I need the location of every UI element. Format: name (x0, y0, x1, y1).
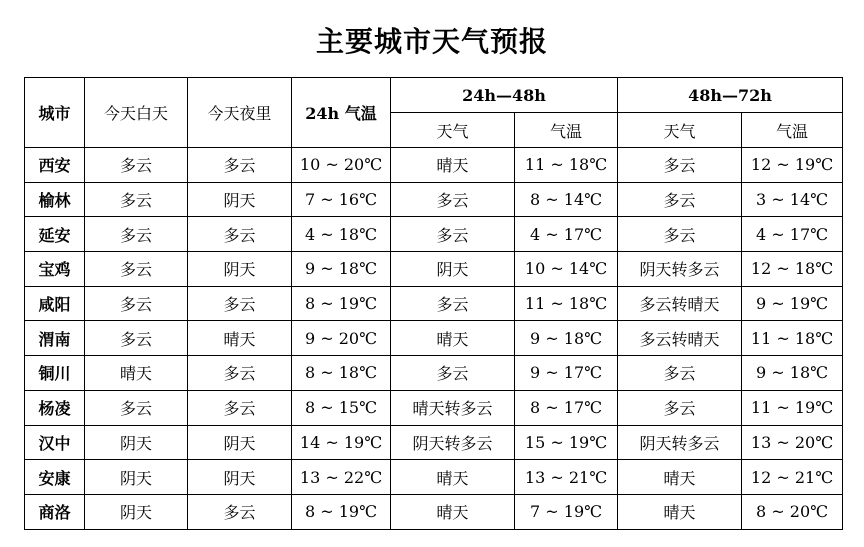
temperature-24-48-cell: 11 ~ 18℃ (515, 148, 618, 183)
today-day-cell: 晴天 (85, 356, 188, 391)
city-cell: 宝鸡 (25, 252, 85, 287)
weather-24-48-cell: 晴天 (391, 321, 515, 356)
weather-24-48-cell: 多云 (391, 356, 515, 391)
header-temperature-48-72: 气温 (742, 113, 843, 148)
today-day-cell: 阴天 (85, 425, 188, 460)
header-weather-24-48: 天气 (391, 113, 515, 148)
today-day-cell: 阴天 (85, 494, 188, 529)
table-body (25, 148, 843, 530)
weather-48-72-cell: 晴天 (618, 494, 742, 529)
today-day-cell: 多云 (85, 217, 188, 252)
temp-24h-cell: 8 ~ 19℃ (292, 494, 391, 529)
header-today-night: 今天夜里 (188, 78, 292, 148)
city-cell: 榆林 (25, 182, 85, 217)
table-row (25, 217, 843, 252)
temperature-48-72-cell: 12 ~ 21℃ (742, 460, 843, 495)
temperature-24-48-cell: 7 ~ 19℃ (515, 494, 618, 529)
weather-48-72-cell: 多云转晴天 (618, 321, 742, 356)
temperature-24-48-cell: 9 ~ 17℃ (515, 356, 618, 391)
weather-24-48-cell: 多云 (391, 217, 515, 252)
temperature-48-72-cell: 9 ~ 19℃ (742, 286, 843, 321)
weather-24-48-cell: 晴天转多云 (391, 390, 515, 425)
city-cell: 杨凌 (25, 390, 85, 425)
today-night-cell: 多云 (188, 356, 292, 391)
temperature-24-48-cell: 8 ~ 17℃ (515, 390, 618, 425)
today-day-cell: 多云 (85, 182, 188, 217)
temp-24h-cell: 9 ~ 20℃ (292, 321, 391, 356)
weather-24-48-cell: 阴天 (391, 252, 515, 287)
today-night-cell: 阴天 (188, 182, 292, 217)
city-cell: 铜川 (25, 356, 85, 391)
temperature-24-48-cell: 8 ~ 14℃ (515, 182, 618, 217)
header-period-48-72: 48h—72h (618, 78, 843, 113)
weather-48-72-cell: 多云 (618, 148, 742, 183)
city-cell: 咸阳 (25, 286, 85, 321)
weather-24-48-cell: 晴天 (391, 460, 515, 495)
today-day-cell: 阴天 (85, 460, 188, 495)
temp-24h-cell: 8 ~ 18℃ (292, 356, 391, 391)
city-cell: 安康 (25, 460, 85, 495)
temp-24h-cell: 9 ~ 18℃ (292, 252, 391, 287)
temp-24h-cell: 8 ~ 19℃ (292, 286, 391, 321)
temperature-24-48-cell: 10 ~ 14℃ (515, 252, 618, 287)
temp-24h-cell: 14 ~ 19℃ (292, 425, 391, 460)
temperature-24-48-cell: 4 ~ 17℃ (515, 217, 618, 252)
header-row-1 (25, 78, 843, 113)
temperature-24-48-cell: 9 ~ 18℃ (515, 321, 618, 356)
table-row (25, 425, 843, 460)
weather-24-48-cell: 晴天 (391, 148, 515, 183)
today-night-cell: 多云 (188, 494, 292, 529)
temperature-24-48-cell: 13 ~ 21℃ (515, 460, 618, 495)
temperature-48-72-cell: 3 ~ 14℃ (742, 182, 843, 217)
temperature-48-72-cell: 8 ~ 20℃ (742, 494, 843, 529)
today-day-cell: 多云 (85, 252, 188, 287)
table-row (25, 321, 843, 356)
temperature-24-48-cell: 15 ~ 19℃ (515, 425, 618, 460)
today-night-cell: 晴天 (188, 321, 292, 356)
temperature-24-48-cell: 11 ~ 18℃ (515, 286, 618, 321)
table-row (25, 252, 843, 287)
weather-48-72-cell: 多云转晴天 (618, 286, 742, 321)
city-cell: 延安 (25, 217, 85, 252)
weather-24-48-cell: 多云 (391, 286, 515, 321)
table-row (25, 286, 843, 321)
weather-48-72-cell: 阴天转多云 (618, 425, 742, 460)
today-night-cell: 多云 (188, 390, 292, 425)
temp-24h-cell: 8 ~ 15℃ (292, 390, 391, 425)
temperature-48-72-cell: 11 ~ 18℃ (742, 321, 843, 356)
header-weather-48-72: 天气 (618, 113, 742, 148)
table-row (25, 390, 843, 425)
temperature-48-72-cell: 12 ~ 18℃ (742, 252, 843, 287)
temperature-48-72-cell: 4 ~ 17℃ (742, 217, 843, 252)
today-day-cell: 多云 (85, 286, 188, 321)
today-day-cell: 多云 (85, 390, 188, 425)
temp-24h-cell: 10 ~ 20℃ (292, 148, 391, 183)
table-row (25, 460, 843, 495)
weather-24-48-cell: 晴天 (391, 494, 515, 529)
temperature-48-72-cell: 12 ~ 19℃ (742, 148, 843, 183)
today-day-cell: 多云 (85, 321, 188, 356)
temperature-48-72-cell: 11 ~ 19℃ (742, 390, 843, 425)
today-night-cell: 阴天 (188, 252, 292, 287)
temperature-48-72-cell: 13 ~ 20℃ (742, 425, 843, 460)
forecast-table (24, 77, 843, 530)
temp-24h-cell: 13 ~ 22℃ (292, 460, 391, 495)
today-night-cell: 多云 (188, 217, 292, 252)
header-period-24-48: 24h—48h (391, 78, 618, 113)
header-temp-24h: 24h 气温 (292, 78, 391, 148)
temp-24h-cell: 7 ~ 16℃ (292, 182, 391, 217)
today-day-cell: 多云 (85, 148, 188, 183)
today-night-cell: 阴天 (188, 425, 292, 460)
header-city: 城市 (25, 78, 85, 148)
today-night-cell: 多云 (188, 148, 292, 183)
weather-24-48-cell: 阴天转多云 (391, 425, 515, 460)
table-row (25, 356, 843, 391)
temperature-48-72-cell: 9 ~ 18℃ (742, 356, 843, 391)
table-row (25, 148, 843, 183)
today-night-cell: 阴天 (188, 460, 292, 495)
weather-48-72-cell: 多云 (618, 182, 742, 217)
city-cell: 汉中 (25, 425, 85, 460)
city-cell: 商洛 (25, 494, 85, 529)
weather-48-72-cell: 多云 (618, 356, 742, 391)
city-cell: 渭南 (25, 321, 85, 356)
page-title: 主要城市天气预报 (315, 25, 548, 58)
city-cell: 西安 (25, 148, 85, 183)
weather-48-72-cell: 多云 (618, 390, 742, 425)
table-row (25, 182, 843, 217)
weather-48-72-cell: 多云 (618, 217, 742, 252)
temp-24h-cell: 4 ~ 18℃ (292, 217, 391, 252)
weather-48-72-cell: 晴天 (618, 460, 742, 495)
header-today-day: 今天白天 (85, 78, 188, 148)
weather-48-72-cell: 阴天转多云 (618, 252, 742, 287)
weather-24-48-cell: 多云 (391, 182, 515, 217)
today-night-cell: 多云 (188, 286, 292, 321)
header-temperature-24-48: 气温 (515, 113, 618, 148)
table-row (25, 494, 843, 529)
